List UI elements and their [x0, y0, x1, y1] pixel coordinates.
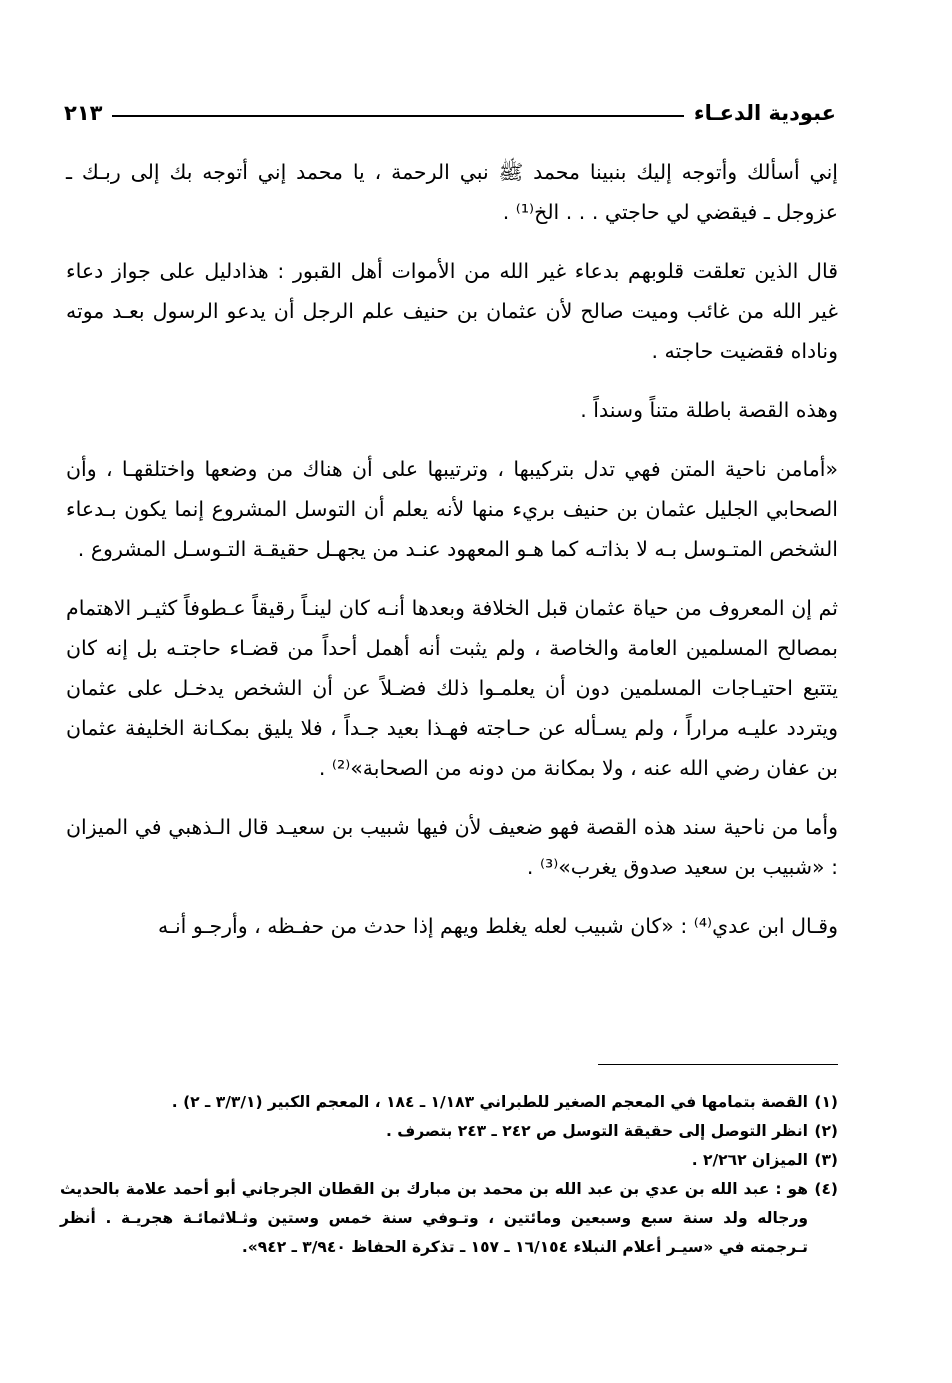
footnote-text: القصة بتمامها في المعجم الصغير للطبراني ١/١٨٣ ـ ١٨٤ ، المعجم الكبير (٣/٣/١ ـ ٢) .: [171, 1093, 808, 1111]
footnote-number: (١): [814, 1093, 838, 1111]
footnote: [60, 1146, 838, 1175]
footnote-number: (٣): [814, 1151, 838, 1169]
main-text: [66, 152, 838, 965]
running-title: عبودية الدعـاء: [693, 101, 836, 125]
footnotes: [60, 1088, 838, 1262]
footnote-text: انظر التوصل إلى حقيقة التوسل ص ٢٤٢ ـ ٢٤٣ بتصرف .: [386, 1122, 808, 1140]
paragraph: وهذه القصة باطلة متناً وسنداً .: [580, 398, 838, 422]
paragraph: إني أسألك وأتوجه إليك بنبينا محمد ﷺ نبي الرحمة ، يا محمد إني أتوجه بك إلى ربـك ـ عزوجل ـ فيقضي لي حاجتي . . . الخ⁽¹⁾ .: [66, 160, 838, 224]
footnote-text: الميزان ٢/٢٦٢ .: [691, 1151, 808, 1169]
paragraph: «أمامن ناحية المتن فهي تدل بتركيبها ، وترتيبها على أن هناك من وضعها واختلقهـا ، وأن الصحابي الجليل عثمان بن حنيف بريء منها لأنه يعلم أن التوسل المشروع إنما يكون بـدعاء الشخص المتـوسل بـه لا بذاتـه كما هـو المعهود عنـد من يجهـل حقيقـة التـوسـل المشروع .: [66, 457, 838, 561]
footnote: [60, 1117, 838, 1146]
running-header: [64, 96, 836, 130]
footnote: [60, 1088, 838, 1117]
page-number: ٢١٣: [64, 101, 103, 125]
paragraph: وأما من ناحية سند هذه القصة فهو ضعيف لأن فيها شبيب بن سعيـد قال الـذهبي في الميزان : «شبيب بن سعيد صدوق يغرب»⁽³⁾ .: [66, 815, 838, 879]
header-rule: [112, 115, 683, 117]
paragraph: قال الذين تعلقت قلوبهم بدعاء غير الله من الأموات أهل القبور : هذادليل على جواز دعاء غير الله من غائب وميت صالح لأن عثمان بن حنيف علم الرجل أن يدعو الرسول بعـد موته وناداه فقضيت حاجته .: [66, 259, 838, 363]
footnote-number: (٤): [814, 1180, 838, 1198]
footnote: [60, 1175, 838, 1262]
footnote-number: (٢): [814, 1122, 838, 1140]
footnote-text: هو : عبد الله بن عدي بن عبد الله بن محمد بن مبارك بن القطان الجرجاني أبو أحمد علامة بالحديث ورجاله ولد سنة سبع وسبعين ومائتين ، وتـوفي سنة خمس وستين وثـلاثمائـة هجريـة . أنظر تـرجمته في «سيـر أعلام النبلاء ١٦/١٥٤ ـ ١٥٧ ـ تذكرة الحفاظ ٣/٩٤٠ ـ ٩٤٢».: [60, 1180, 808, 1256]
paragraph: ثم إن المعروف من حياة عثمان قبل الخلافة وبعدها أنـه كان لينـاً رقيقاً عـطوفاً كثيـر الاهتمام بمصالح المسلمين العامة والخاصة ، ولم يثبت أنه أهمل أحداً من قضـاء حاجتـه بل إنه كان يتتبع احتيـاجات المسلمين دون أن يعلمـوا ذلك فضـلاً عن أن الشخص يدخـل على عثمان ويتردد عليـه مراراً ، ولم يسـأله عن حـاجته فهـذا بعيد جـداً ، فلا يليق بمكـانة الخليفة عثمان بن عفان رضي الله عنه ، ولا بمكانة من دونه من الصحابة»⁽²⁾ .: [66, 596, 838, 780]
footnote-separator: [598, 1064, 838, 1065]
paragraph: وقـال ابن عدي⁽⁴⁾ : «كان شبيب لعله يغلط ويهم إذا حدث من حفـظه ، وأرجـو أنـه: [157, 914, 838, 938]
